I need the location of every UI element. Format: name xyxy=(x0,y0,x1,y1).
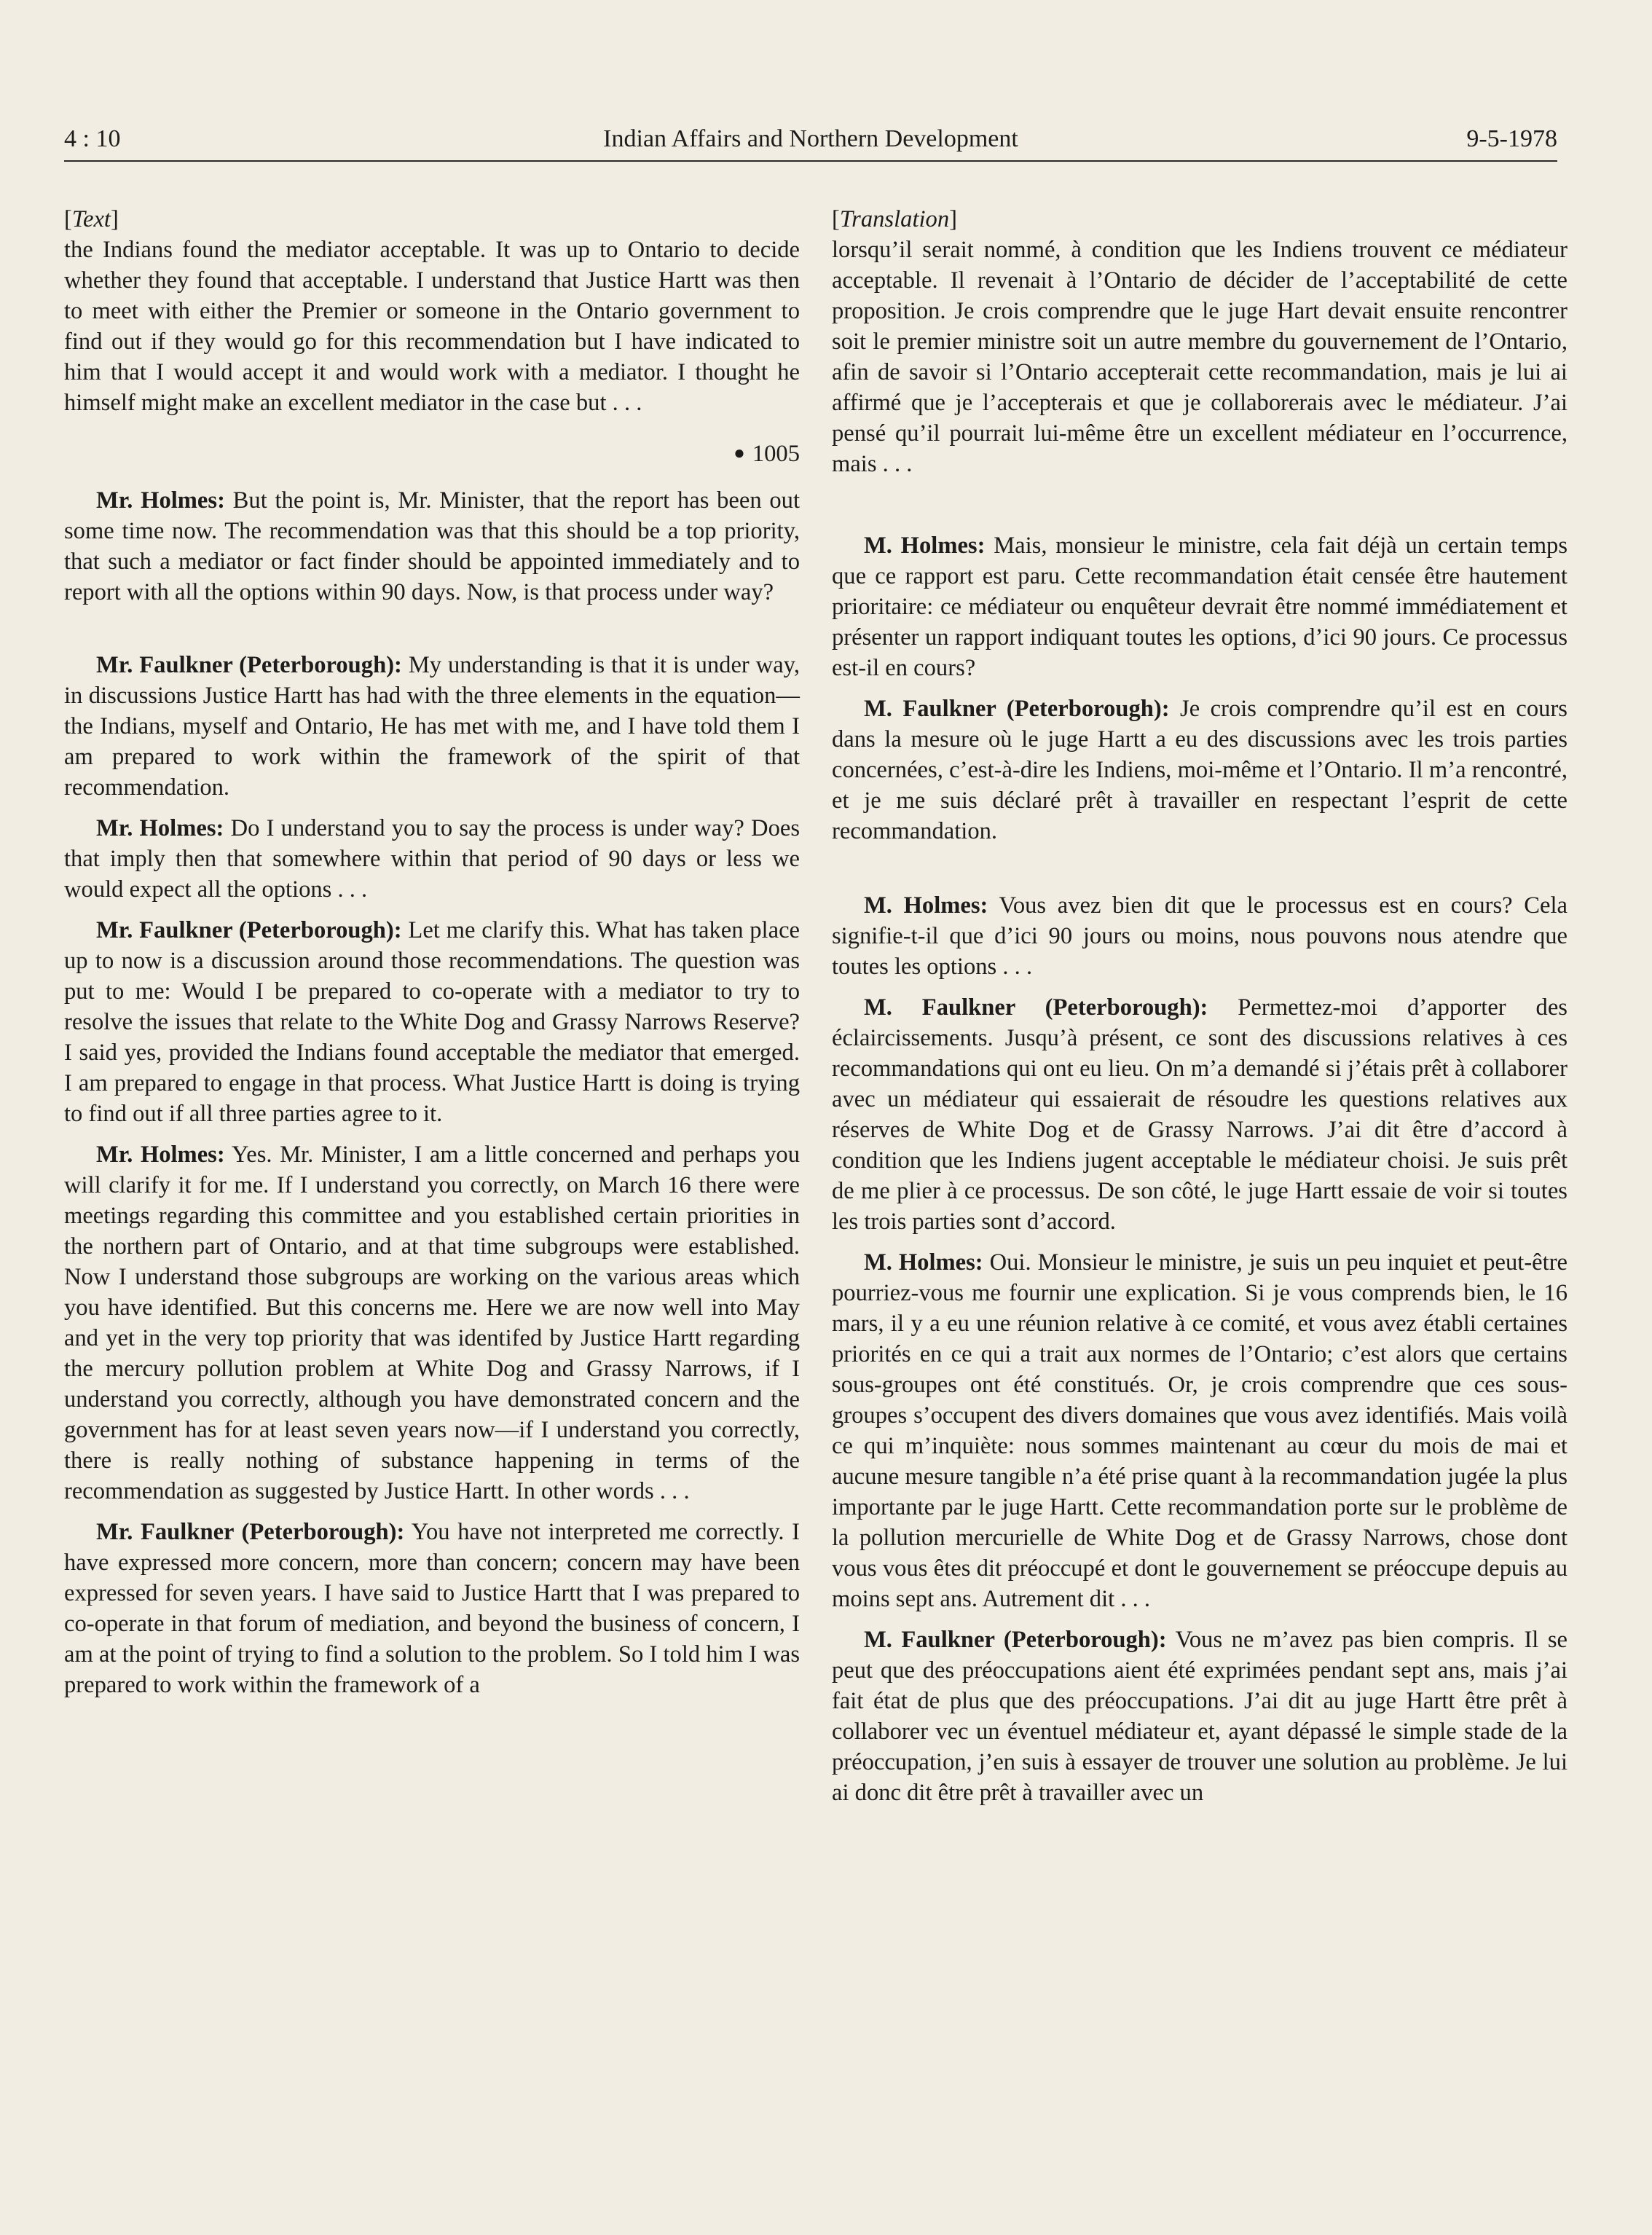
speech-paragraph xyxy=(832,530,1568,683)
page-number: 4 : 10 xyxy=(64,125,121,152)
french-column xyxy=(832,204,1568,1808)
running-title: Indian Affairs and Northern Development xyxy=(603,125,1018,152)
speaker-name: Mr. Faulkner (Peterborough): xyxy=(96,917,402,943)
language-label: [Text] xyxy=(64,206,119,232)
speech-paragraph xyxy=(64,1139,800,1507)
speech-paragraph xyxy=(64,485,800,608)
opening-paragraph: the Indians found the mediator acceptable. It was up to Ontario to decide whether they found that acceptable. I understand that Justice Hartt was then to meet with either the Premier or someone in the Ontario government to find out if they would go for this recommendation but I have indicated to him that I would accept it and would work with a mediator. I thought he himself might make an excellent mediator in the case but . . . xyxy=(64,237,800,416)
speaker-name: M. Faulkner (Peterborough): xyxy=(864,994,1208,1021)
speech-paragraph xyxy=(832,694,1568,847)
speech-text: Vous ne m’avez pas bien compris. Il se peut que des préoccupations aient été exprimées pendant sept ans, mais j’ai fait état de plus que des préoccupations. J’ai dit au juge Hartt être prêt à collaborer vec un éventuel médiateur et, ayant dépassé le simple stade de la préoccupation, j’en suis à essayer de trouver une solution au problème. Je lui ai donc dit être prêt à travailler avec un xyxy=(832,1627,1568,1806)
speech-text: Vous avez bien dit que le processus est en cours? Cela signifie-t-il que d’ici 90 jours ou moins, nous pouvons nous atendre que toutes les options . . . xyxy=(832,892,1568,980)
speech-text: Permettez-moi d’apporter des éclaircissements. Jusqu’à présent, ce sont des discussions relatives à ces recommandations qui ont eu lieu. On m’a demandé si j’étais prêt à collaborer avec un médiateur qui essaierait de résoudre les questions relatives aux réserves de White Dog et de Grassy Narrows. J’ai dit être d’accord à condition que les Indiens jugent acceptable le médiateur choisi. Je suis prêt de me plier à ce processus. De son côté, le juge Hartt essaie de voir si toutes les trois parties sont d’accord. xyxy=(832,994,1568,1235)
speaker-name: M. Faulkner (Peterborough): xyxy=(864,1627,1167,1653)
language-label: [Translation] xyxy=(832,206,957,232)
speaker-name: M. Holmes: xyxy=(864,533,986,559)
speech-text: Let me clarify this. What has taken place up to now is a discussion around those recommendations. The question was put to me: Would I be prepared to co-operate with a mediator to try to resolve the issues that relate to the White Dog and Grassy Narrows Reserve? I said yes, provided the Indians found acceptable the mediator that emerged. I am prepared to engage in that process. What Justice Hartt is doing is trying to find out if all three parties agree to it. xyxy=(64,917,800,1127)
speech-text: Oui. Monsieur le ministre, je suis un peu inquiet et peut-être pourriez-vous me fournir une explication. Si je vous comprends bien, le 16 mars, il y a eu une réunion relative à ce comité, et vous avez établi certaines priorités en ce qui a trait aux normes de l’Ontario; c’est alors que certains sous-groupes ont été constitués. Or, je crois comprendre que ces sous-groupes s’occupent des divers domaines que vous avez identifiés. Mais voilà ce qui m’inquiète: nous sommes maintenant au cœur du mois de mai et aucune mesure tangible n’a été prise quant à la recommandation jugée la plus importante par le juge Hartt. Cette recommandation porte sur le problème de la pollution mercurielle de White Dog et de Grassy Narrows, chose dont vous vous êtes dit préoccupé et dont le gouvernement se préoccupe depuis au moins sept ans. Autrement dit . . . xyxy=(832,1249,1568,1612)
sitting-date: 9-5-1978 xyxy=(1466,125,1557,152)
speaker-name: Mr. Holmes: xyxy=(96,1142,225,1168)
speaker-name: Mr. Holmes: xyxy=(96,487,225,514)
speech-text: Mais, monsieur le ministre, cela fait déjà un certain temps que ce rapport est paru. Cette recommandation était censée être hautement prioritaire: ce médiateur ou enquêteur devrait être nommé immédiatement et présenter un rapport indiquant toutes les options, d’ici 90 jours. Ce processus est-il en cours? xyxy=(832,533,1568,681)
page-header xyxy=(64,122,1557,162)
speech-paragraph xyxy=(64,813,800,905)
speaker-name: Mr. Holmes: xyxy=(96,815,224,841)
speech-text: But the point is, Mr. Minister, that the report has been out some time now. The recommendation was that this should be a top priority, that such a mediator or fact finder should be appointed immediately and to report with all the options within 90 days. Now, is that process under way? xyxy=(64,487,800,605)
opening-paragraph: lorsqu’il serait nommé, à condition que les Indiens trouvent ce médiateur acceptable. Il revenait à l’Ontario de décider de l’acceptabilité de cette proposition. Je crois comprendre que le juge Hart devait ensuite rencontrer soit le premier ministre soit un autre membre du gouvernement de l’Ontario, afin de savoir si l’Ontario accepterait cette recommandation, mais je lui ai affirmé que je l’accepterais et que je collaborerais avec le médiateur. J’ai pensé qu’il pourrait lui-même être un excellent médiateur en l’occurrence, mais . . . xyxy=(832,237,1568,477)
speech-text: Do I understand you to say the process is under way? Does that imply then that somewhere within that period of 90 days or less we would expect all the options . . . xyxy=(64,815,800,903)
speech-paragraph xyxy=(832,1247,1568,1614)
time-marker: ● 1005 xyxy=(733,441,800,467)
speech-text: Je crois comprendre qu’il est en cours dans la mesure où le juge Hartt a eu des discussions avec les trois parties concernées, c’est-à-dire les Indiens, moi-même et l’Ontario. Il m’a rencontré, et je me suis déclaré prêt à travailler en respectant l’esprit de cette recommandation. xyxy=(832,696,1568,844)
bullet-icon: ● xyxy=(733,442,745,463)
speech-paragraph xyxy=(64,1517,800,1700)
speaker-name: M. Holmes: xyxy=(864,1249,983,1276)
speaker-name: M. Faulkner (Peterborough): xyxy=(864,696,1170,722)
speech-paragraph xyxy=(832,890,1568,982)
speech-text: My understanding is that it is under way, in discussions Justice Hartt has had with the three elements in the equation—the Indians, myself and Ontario, He has met with me, and I have told them I am prepared to work within the framework of the spirit of that recommendation. xyxy=(64,652,800,801)
english-column xyxy=(64,204,800,1700)
speech-paragraph xyxy=(832,1625,1568,1808)
speaker-name: M. Holmes: xyxy=(864,892,988,919)
speaker-name: Mr. Faulkner (Peterborough): xyxy=(96,652,402,678)
speech-text: Yes. Mr. Minister, I am a little concerned and perhaps you will clarify it for me. If I understand you correctly, on March 16 there were meetings regarding this committee and you established certain priorities in the northern part of Ontario, and at that time subgroups were established. Now I understand those subgroups are working on the various areas which you have identified. But this concerns me. Here we are now well into May and yet in the very top priority that was identifed by Justice Hartt regarding the mercury pollution problem at White Dog and Grassy Narrows, if I understand you correctly, although you have demonstrated concern and the government has for at least seven years now—if I understand you correctly, there is really nothing of substance happening in terms of the recommendation as suggested by Justice Hartt. In other words . . . xyxy=(64,1142,801,1504)
speaker-name: Mr. Faulkner (Peterborough): xyxy=(96,1519,405,1545)
speech-text: You have not interpreted me correctly. I have expressed more concern, more than concern; concern may have been expressed for seven years. I have said to Justice Hartt that I was prepared to co-operate in that forum of mediation, and beyond the business of concern, I am at the point of trying to find a solution to the problem. So I told him I was prepared to work within the framework of a xyxy=(64,1519,800,1698)
speech-paragraph xyxy=(64,915,800,1129)
speech-paragraph xyxy=(64,650,800,803)
speech-paragraph xyxy=(832,992,1568,1237)
